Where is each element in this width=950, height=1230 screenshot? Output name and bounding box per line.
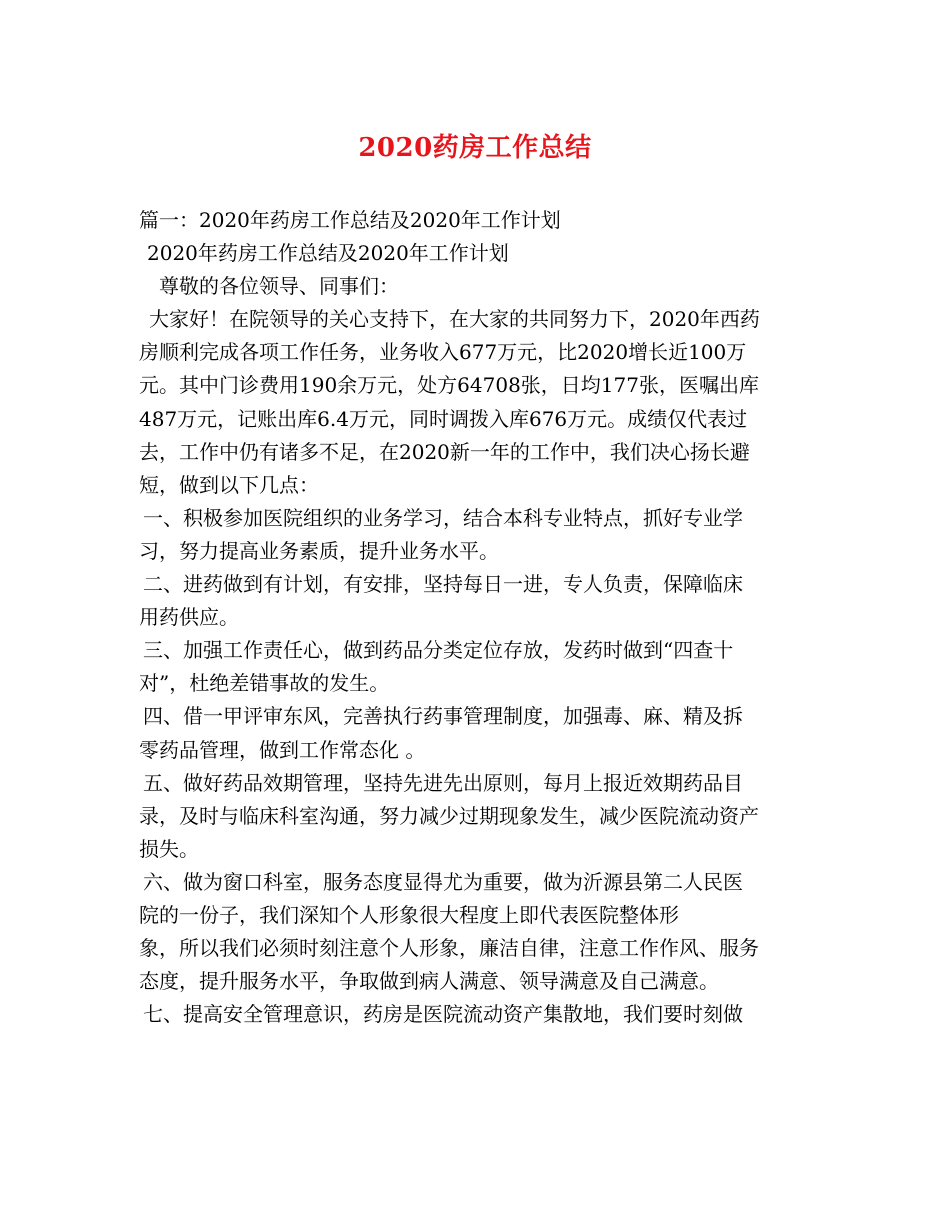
- text-line: 487万元，记账出库6.4万元，同时调拨入库676万元。成绩仅代表过: [139, 406, 748, 431]
- text-line: 五、做好药品效期管理，坚持先进先出原则，每月上报近效期药品目: [143, 770, 743, 795]
- text-line: 录，及时与临床科室沟通，努力减少过期现象发生，减少医院流动资产: [139, 803, 759, 828]
- text-line: 元。其中门诊费用190余万元，处方64708张，日均177张，医嘱出库: [139, 373, 759, 398]
- text-line: 六、做为窗口科室，服务态度显得尤为重要，做为沂源县第二人民医: [143, 869, 743, 894]
- text-line: 篇一：2020年药房工作总结及2020年工作计划: [139, 208, 561, 232]
- text-line: 态度，提升服务水平，争取做到病人满意、领导满意及自己满意。: [139, 969, 719, 994]
- text-line: 七、提高安全管理意识，药房是医院流动资产集散地，我们要时刻做: [143, 1002, 743, 1027]
- text-line: 零药品管理，做到工作常态化 。: [139, 737, 426, 762]
- text-line: 一、积极参加医院组织的业务学习，结合本科专业特点，抓好专业学: [143, 505, 743, 530]
- text-line: 习，努力提高业务素质，提升业务水平。: [139, 538, 499, 563]
- text-line: 2020年药房工作总结及2020年工作计划: [147, 241, 509, 266]
- text-line: 尊敬的各位领导、同事们：: [159, 274, 399, 299]
- text-line: 院的一份子，我们深知个人形象很大程度上即代表医院整体形: [139, 902, 679, 927]
- text-line: 短，做到以下几点：: [139, 472, 319, 497]
- text-line: 用药供应。: [139, 605, 239, 630]
- document-title: 2020药房工作总结: [358, 133, 592, 163]
- text-line: 大家好！在院领导的关心支持下，在大家的共同努力下，2020年西药: [149, 307, 760, 332]
- text-line: 二、进药做到有计划，有安排，坚持每日一进，专人负责，保障临床: [143, 572, 743, 597]
- text-line: 三、加强工作责任心，做到药品分类定位存放，发药时做到“四查十: [143, 638, 734, 663]
- text-line: 房顺利完成各项工作任务，业务收入677万元，比2020增长近100万: [139, 340, 747, 365]
- text-line: 损失。: [139, 836, 199, 861]
- text-line: 象，所以我们必须时刻注意个人形象，廉洁自律，注意工作作风、服务: [139, 936, 759, 961]
- text-line: 四、借一甲评审东风，完善执行药事管理制度，加强毒、麻、精及拆: [143, 704, 743, 729]
- document-body: [139, 204, 814, 1031]
- text-line: 去，工作中仍有诸多不足，在2020新一年的工作中，我们决心扬长避: [139, 439, 750, 464]
- text-line: 对”，杜绝差错事故的发生。: [139, 671, 390, 696]
